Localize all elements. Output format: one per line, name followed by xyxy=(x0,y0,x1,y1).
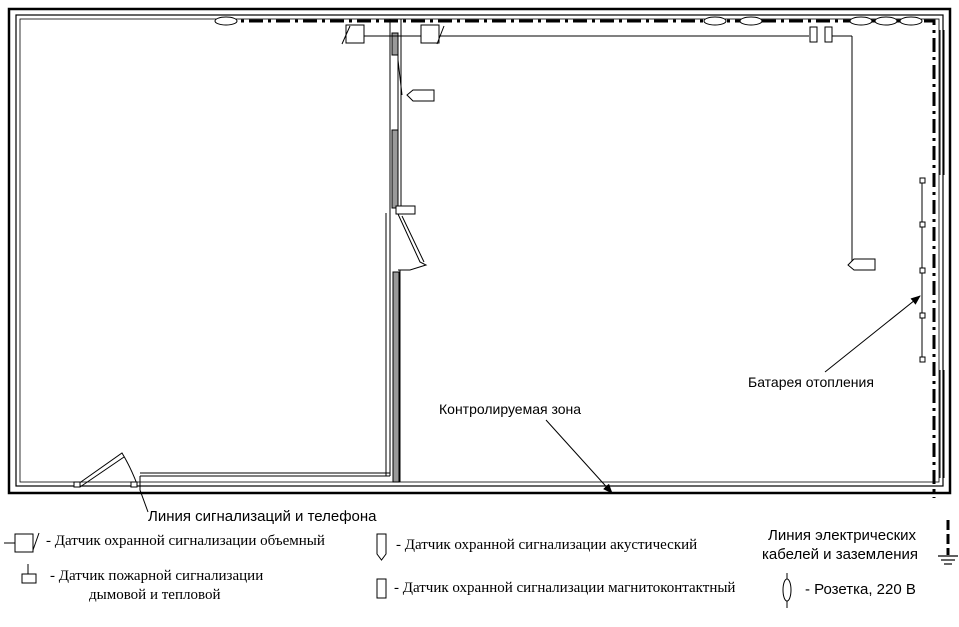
inner-partition xyxy=(140,19,415,482)
legend-fire-sensor-line1: - Датчик пожарной сигнализации xyxy=(50,568,264,584)
heating-battery xyxy=(920,30,944,478)
controlled-zone-label: Контролируемая зона xyxy=(439,401,582,417)
magnetic-sensors xyxy=(810,27,832,42)
legend-fire-sensor-line2: дымовой и тепловой xyxy=(89,587,221,603)
outer-walls xyxy=(9,9,950,493)
signal-phone-line-label: Линия сигнализаций и телефона xyxy=(148,508,377,525)
signal-phone-line xyxy=(140,36,852,512)
legend-socket: - Розетка, 220 В xyxy=(805,581,916,598)
electric-cable-line xyxy=(222,21,934,498)
electric-line-label-1: Линия электрических xyxy=(768,527,917,544)
annotation-arrows xyxy=(546,296,920,493)
acoustic-sensors xyxy=(407,90,875,270)
legend-magnetic-sensor: - Датчик охранной сигнализации магнитоконтактный xyxy=(394,580,736,596)
ground-symbol xyxy=(938,520,958,564)
door-swings xyxy=(74,214,426,487)
legend-acoustic-sensor: - Датчик охранной сигнализации акустический xyxy=(396,537,698,553)
legend-volume-sensor: - Датчик охранной сигнализации объемный xyxy=(46,533,325,549)
socket-row xyxy=(215,17,922,25)
electric-line-label-2: кабелей и заземления xyxy=(762,546,918,563)
heating-battery-label: Батарея отопления xyxy=(748,374,874,390)
